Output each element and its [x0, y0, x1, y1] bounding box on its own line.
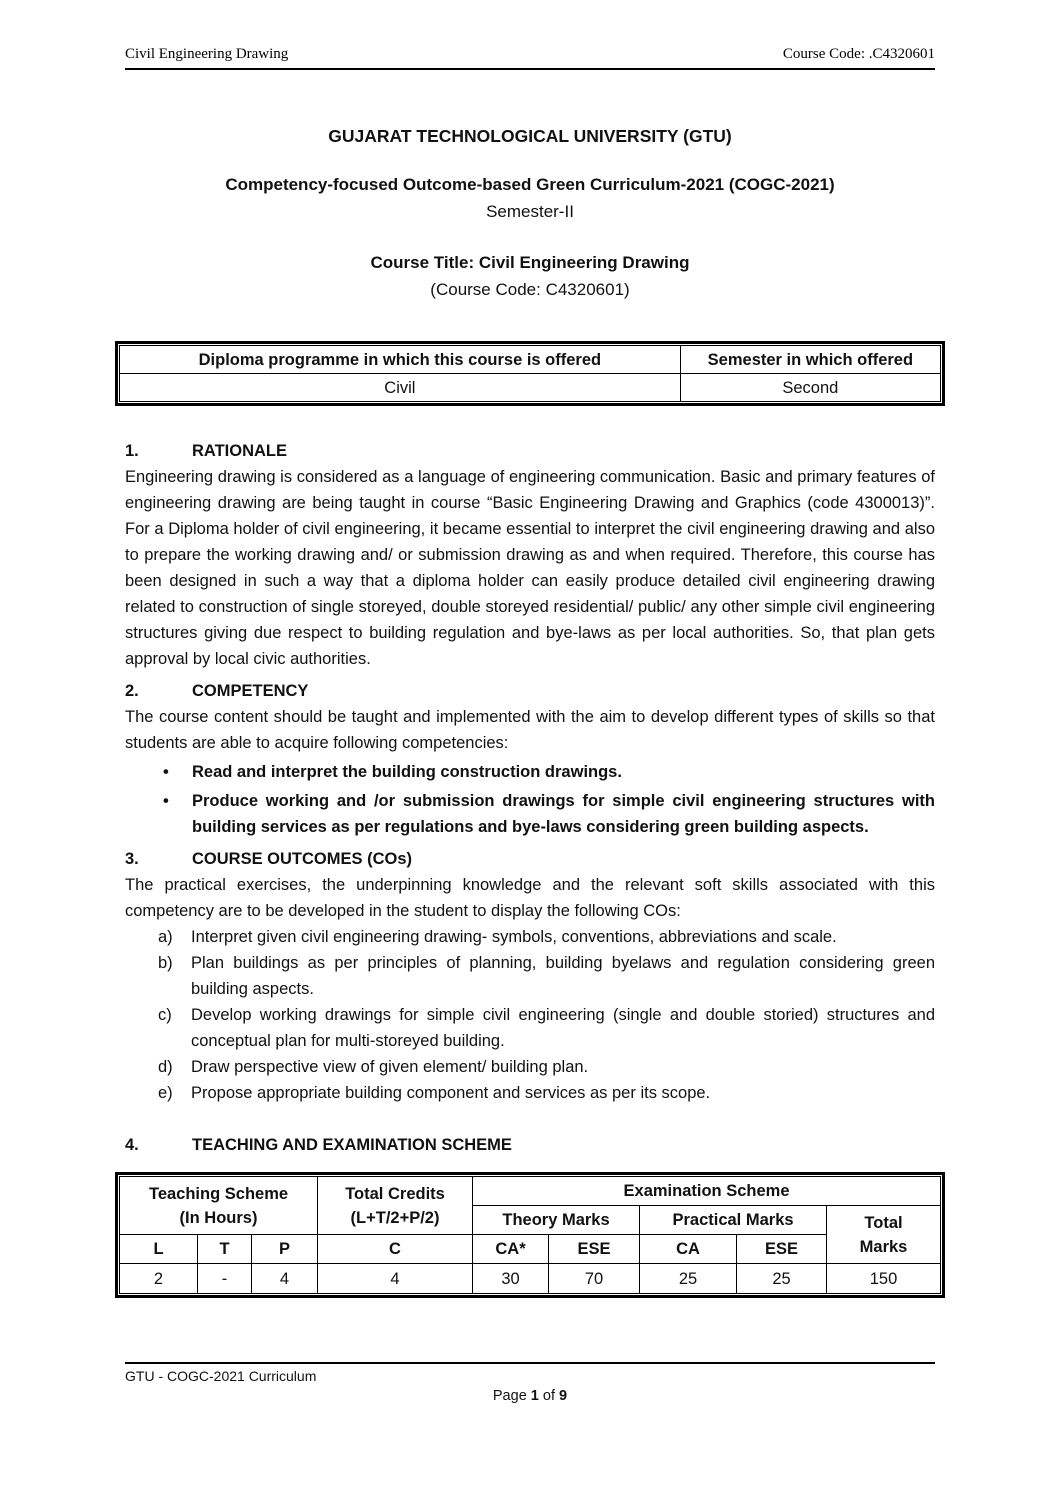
outcomes-paragraph: The practical exercises, the underpinning knowledge and the relevant soft skills associated with this competency are to be developed in the student to display the following COs:	[125, 876, 935, 920]
footer-of-word: of	[542, 1388, 555, 1404]
section-title: RATIONALE	[192, 442, 288, 460]
list-marker: b)	[158, 954, 173, 972]
list-item	[125, 759, 935, 785]
footer-curriculum-label: GTU - COGC-2021 Curriculum	[125, 1368, 317, 1384]
scheme-value-ese-practical: 25	[737, 1264, 827, 1294]
scheme-header-credits	[318, 1177, 473, 1235]
outcome-text: Draw perspective view of given element/ building plan.	[191, 1058, 589, 1076]
scheme-header-total	[827, 1206, 941, 1264]
table-row	[120, 1177, 941, 1206]
scheme-header-teaching-line2: (In Hours)	[179, 1208, 258, 1227]
footer-page-current: 1	[530, 1388, 539, 1404]
bullet-icon: •	[163, 763, 169, 781]
bullet-icon: •	[163, 792, 169, 810]
offer-header-programme: Diploma programme in which this course is offered	[120, 346, 681, 374]
list-item	[125, 924, 935, 950]
offer-cell-semester: Second	[680, 374, 940, 402]
list-item	[125, 1002, 935, 1054]
course-title: Course Title: Civil Engineering Drawing	[370, 253, 690, 272]
footer-page-word: Page	[492, 1388, 527, 1404]
offer-table	[115, 341, 945, 406]
scheme-col-ese-practical: ESE	[737, 1235, 827, 1264]
course-code-subtitle: (Course Code: C4320601)	[430, 280, 630, 299]
scheme-value-t: -	[198, 1264, 252, 1294]
scheme-col-ese-theory: ESE	[549, 1235, 640, 1264]
list-item	[125, 950, 935, 1002]
scheme-value-total: 150	[827, 1264, 941, 1294]
outcome-text: Plan buildings as per principles of planning, building byelaws and regulation considering green building aspects.	[191, 954, 935, 998]
scheme-value-ca-theory: 30	[473, 1264, 549, 1294]
offer-table-grid	[119, 345, 941, 402]
scheme-col-ca-practical: CA	[640, 1235, 737, 1264]
scheme-col-ca-theory: CA*	[473, 1235, 549, 1264]
list-item	[125, 788, 935, 840]
list-marker: d)	[158, 1058, 173, 1076]
table-row	[120, 1235, 941, 1264]
university-title: GUJARAT TECHNOLOGICAL UNIVERSITY (GTU)	[328, 126, 732, 146]
list-marker: a)	[158, 928, 173, 946]
scheme-header-teaching-line1: Teaching Scheme	[148, 1184, 289, 1203]
page-footer	[125, 1362, 935, 1406]
scheme-col-t: T	[198, 1235, 252, 1264]
scheme-col-l: L	[120, 1235, 198, 1264]
scheme-header-exam: Examination Scheme	[473, 1177, 941, 1206]
scheme-value-ca-practical: 25	[640, 1264, 737, 1294]
header-rule	[125, 68, 935, 70]
bullet-text: Read and interpret the building construction drawings.	[192, 763, 622, 781]
scheme-table	[115, 1172, 945, 1298]
offer-header-semester: Semester in which offered	[680, 346, 940, 374]
list-item	[125, 1080, 935, 1106]
scheme-col-p: P	[252, 1235, 318, 1264]
scheme-header-credits-line2: (L+T/2+P/2)	[350, 1208, 440, 1227]
section-heading-competency	[125, 678, 935, 704]
scheme-header-practical: Practical Marks	[640, 1206, 827, 1235]
scheme-header-teaching	[120, 1177, 318, 1235]
bullet-text: Produce working and /or submission drawings for simple civil engineering structures with building services as per regulations and bye-laws considering green building aspects.	[192, 792, 935, 836]
footer-page-total: 9	[559, 1388, 568, 1404]
section-heading-outcomes	[125, 846, 935, 872]
list-marker: e)	[158, 1084, 173, 1102]
section-title: COURSE OUTCOMES (COs)	[192, 850, 413, 868]
outcome-text: Develop working drawings for simple civil engineering (single and double storied) structures and conceptual plan for multi-storeyed building.	[191, 1006, 935, 1050]
scheme-header-theory: Theory Marks	[473, 1206, 640, 1235]
scheme-col-c: C	[318, 1235, 473, 1264]
section-number: 2.	[125, 682, 139, 700]
section-title: COMPETENCY	[192, 682, 309, 700]
table-row	[120, 374, 941, 402]
outcome-text: Interpret given civil engineering drawing- symbols, conventions, abbreviations and scale.	[191, 928, 837, 946]
scheme-value-p: 4	[252, 1264, 318, 1294]
footer-rule	[125, 1362, 935, 1364]
section-number: 3.	[125, 850, 139, 868]
list-marker: c)	[158, 1006, 172, 1024]
outcome-text: Propose appropriate building component and services as per its scope.	[191, 1084, 711, 1102]
semester-subtitle: Semester-II	[486, 202, 574, 221]
footer-page-number	[125, 1386, 935, 1406]
section-number: 1.	[125, 442, 139, 460]
offer-cell-programme: Civil	[120, 374, 681, 402]
page-header	[125, 46, 935, 63]
section-number: 4.	[125, 1136, 139, 1154]
header-course-code: Course Code: .C4320601	[782, 46, 935, 62]
scheme-header-total-line1: Total	[864, 1213, 903, 1232]
section-heading-rationale	[125, 438, 935, 464]
table-row	[120, 1264, 941, 1294]
scheme-value-c: 4	[318, 1264, 473, 1294]
scheme-table-grid	[119, 1176, 941, 1294]
section-heading-scheme	[125, 1132, 935, 1158]
curriculum-title: Competency-focused Outcome-based Green Curriculum-2021 (COGC-2021)	[225, 175, 835, 194]
competency-paragraph: The course content should be taught and implemented with the aim to develop different types of skills so that students are able to acquire following competencies:	[125, 708, 935, 752]
scheme-header-credits-line1: Total Credits	[345, 1184, 445, 1203]
scheme-value-l: 2	[120, 1264, 198, 1294]
list-item	[125, 1054, 935, 1080]
scheme-header-total-line2: Marks	[859, 1237, 908, 1256]
header-running-title: Civil Engineering Drawing	[125, 46, 289, 62]
section-title: TEACHING AND EXAMINATION SCHEME	[192, 1136, 512, 1154]
scheme-value-ese-theory: 70	[549, 1264, 640, 1294]
rationale-paragraph: Engineering drawing is considered as a language of engineering communication. Basic and primary features of engineering drawing are being taught in course “Basic Engineering Drawing and Graphics (code 4300013)”. For a Diploma holder of civil engineering, it became essential to interpret the civil engineering drawing and also to prepare the working drawing and/ or submission drawing as and when required. Therefore, this course has been designed in such a way that a diploma holder can easily produce detailed civil engineering drawing related to construction of single storeyed, double storeyed residential/ public/ any other simple civil engineering structures giving due respect to building regulation and bye-laws as per local authorities. So, that plan gets approval by local civic authorities.	[125, 468, 935, 668]
offer-table-header-row	[120, 346, 941, 374]
